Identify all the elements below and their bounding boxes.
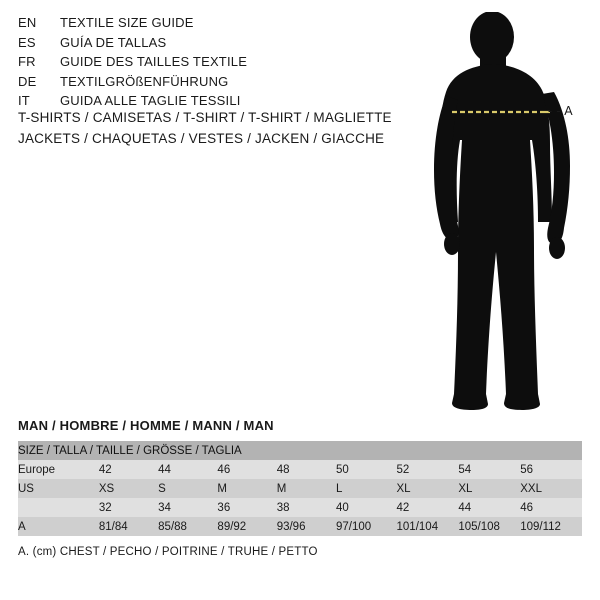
cell-value: 38 <box>277 498 336 517</box>
table-row <box>18 460 582 479</box>
category-jackets: JACKETS / CHAQUETAS / VESTES / JACKEN / GIACCHE <box>18 131 385 146</box>
language-title: TEXTILE SIZE GUIDE <box>60 15 194 30</box>
language-title: GUIDA ALLE TAGLIE TESSILI <box>60 93 241 108</box>
cell-value: XL <box>458 479 520 498</box>
cell-value: XL <box>397 479 459 498</box>
cell-value: 40 <box>336 498 397 517</box>
cell-value: 48 <box>277 460 336 479</box>
cell-value: 54 <box>458 460 520 479</box>
language-row <box>18 74 378 94</box>
row-label: Europe <box>18 460 99 479</box>
measurement-footnote: A. (cm) CHEST / PECHO / POITRINE / TRUHE / PETTO <box>18 546 318 558</box>
table-header-label: SIZE / TALLA / TAILLE / GRÖSSE / TAGLIA <box>18 441 582 460</box>
language-list <box>18 15 378 113</box>
cell-value: 85/88 <box>158 517 217 536</box>
cell-value: XXL <box>520 479 582 498</box>
cell-value: 89/92 <box>217 517 276 536</box>
marker-letter: A <box>564 104 573 118</box>
cell-value: 109/112 <box>520 517 582 536</box>
table-row <box>18 498 582 517</box>
cell-value: 32 <box>99 498 158 517</box>
language-code: DE <box>18 73 37 89</box>
cell-value: M <box>217 479 276 498</box>
category-tshirts: T-SHIRTS / CAMISETAS / T-SHIRT / T-SHIRT / MAGLIETTE <box>18 110 392 125</box>
row-label: A <box>18 517 99 536</box>
cell-value: 46 <box>520 498 582 517</box>
language-title: TEXTILGRÖßENFÜHRUNG <box>60 73 229 89</box>
cell-value: 44 <box>458 498 520 517</box>
cell-value: 105/108 <box>458 517 520 536</box>
cell-value: 42 <box>99 460 158 479</box>
language-code: ES <box>18 34 36 50</box>
cell-value: M <box>277 479 336 498</box>
language-row <box>18 35 378 55</box>
marker-dash: - - <box>548 104 561 118</box>
row-label: US <box>18 479 99 498</box>
male-silhouette-figure <box>400 12 600 412</box>
cell-value: 97/100 <box>336 517 397 536</box>
gender-title: MAN / HOMBRE / HOMME / MANN / MAN <box>18 418 274 433</box>
cell-value: 34 <box>158 498 217 517</box>
table-row <box>18 479 582 498</box>
cell-value: 36 <box>217 498 276 517</box>
cell-value: 81/84 <box>99 517 158 536</box>
cell-value: 50 <box>336 460 397 479</box>
language-code: IT <box>18 93 30 108</box>
language-row <box>18 15 378 35</box>
language-title: GUÍA DE TALLAS <box>60 34 167 50</box>
category-list <box>18 110 418 152</box>
size-table <box>18 441 582 536</box>
cell-value: 56 <box>520 460 582 479</box>
cell-value: 93/96 <box>277 517 336 536</box>
cell-value: L <box>336 479 397 498</box>
cell-value: 46 <box>217 460 276 479</box>
cell-value: 42 <box>397 498 459 517</box>
cell-value: XS <box>99 479 158 498</box>
language-row <box>18 54 378 74</box>
language-code: FR <box>18 54 36 69</box>
cell-value: S <box>158 479 217 498</box>
table-row <box>18 517 582 536</box>
language-code: EN <box>18 15 37 30</box>
chest-marker-label <box>548 104 573 118</box>
language-title: GUIDE DES TAILLES TEXTILE <box>60 54 248 69</box>
cell-value: 101/104 <box>397 517 459 536</box>
table-header-row <box>18 441 582 460</box>
cell-value: 52 <box>397 460 459 479</box>
cell-value: 44 <box>158 460 217 479</box>
row-label <box>18 498 99 517</box>
